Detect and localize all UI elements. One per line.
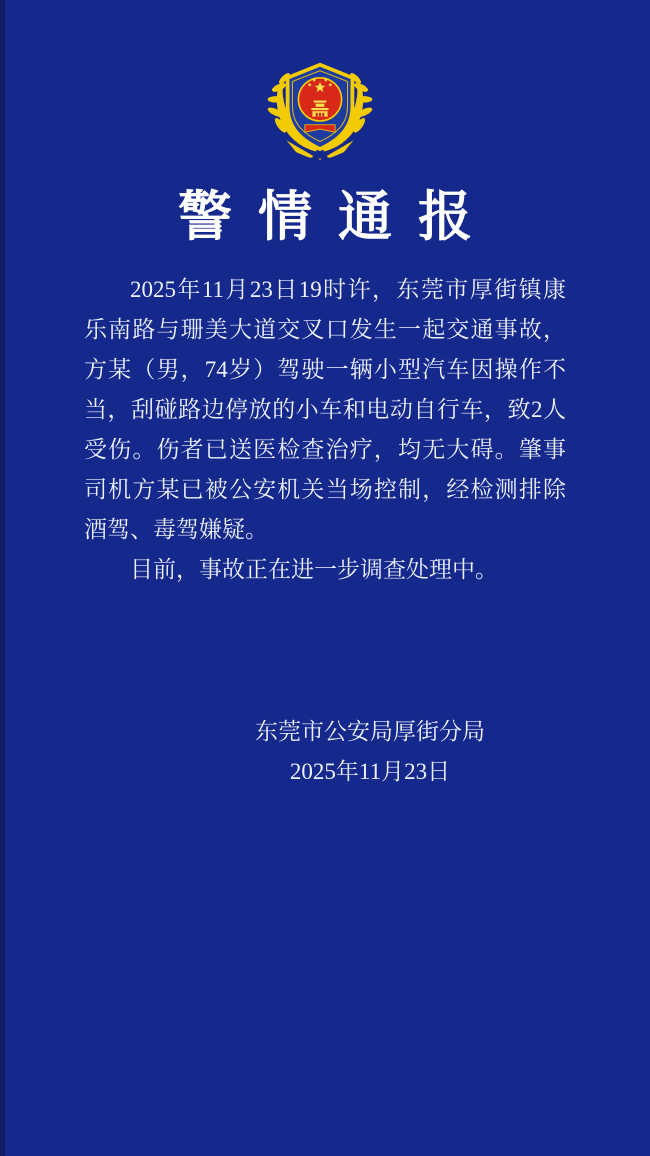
signature-block xyxy=(170,712,570,792)
signature-org: 东莞市公安局厚街分局 xyxy=(255,719,485,744)
police-badge-icon xyxy=(266,54,374,162)
signature-date: 2025年11月23日 xyxy=(289,759,451,784)
notice-body xyxy=(84,270,566,590)
page-title: 警情通报 xyxy=(178,187,498,247)
notice-paragraph-2: 目前，事故正在进一步调查处理中。 xyxy=(130,557,498,582)
left-edge-shade xyxy=(0,0,5,1156)
notice-paragraph-1: 2025年11月23日19时许，东莞市厚街镇康乐南路与珊美大道交叉口发生一起交通事故，方某（男，74岁）驾驶一辆小型汽车因操作不当，刮碰路边停放的小车和电动自行车，致2人受伤。伤者已送医检查治疗，均无大碍。肇事司机方某已被公安机关当场控制，经检测排除酒驾、毒驾嫌疑。 xyxy=(84,277,566,542)
